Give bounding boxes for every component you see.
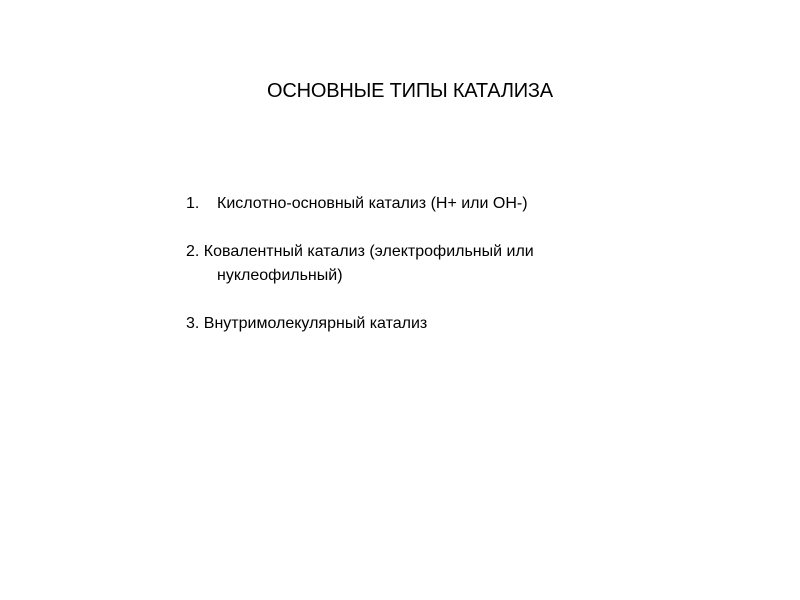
list-item-text-continuation: нуклеофильный) — [217, 267, 343, 284]
catalysis-types-list — [186, 192, 626, 336]
slide-title: ОСНОВНЫЕ ТИПЫ КАТАЛИЗА — [267, 80, 553, 102]
list-item-number: 1. — [186, 195, 200, 212]
list-item-acid-base — [186, 192, 626, 216]
list-item-number: 2. — [186, 243, 200, 260]
list-item-number: 3. — [186, 315, 200, 332]
list-item-text: Внутримолекулярный катализ — [203, 315, 428, 332]
list-item-text: Ковалентный катализ (электрофильный или — [203, 243, 534, 260]
list-item-intramolecular — [186, 312, 626, 336]
list-item-covalent — [186, 240, 626, 288]
list-item-text: Кислотно-основный катализ (Н+ или ОН-) — [217, 195, 528, 212]
